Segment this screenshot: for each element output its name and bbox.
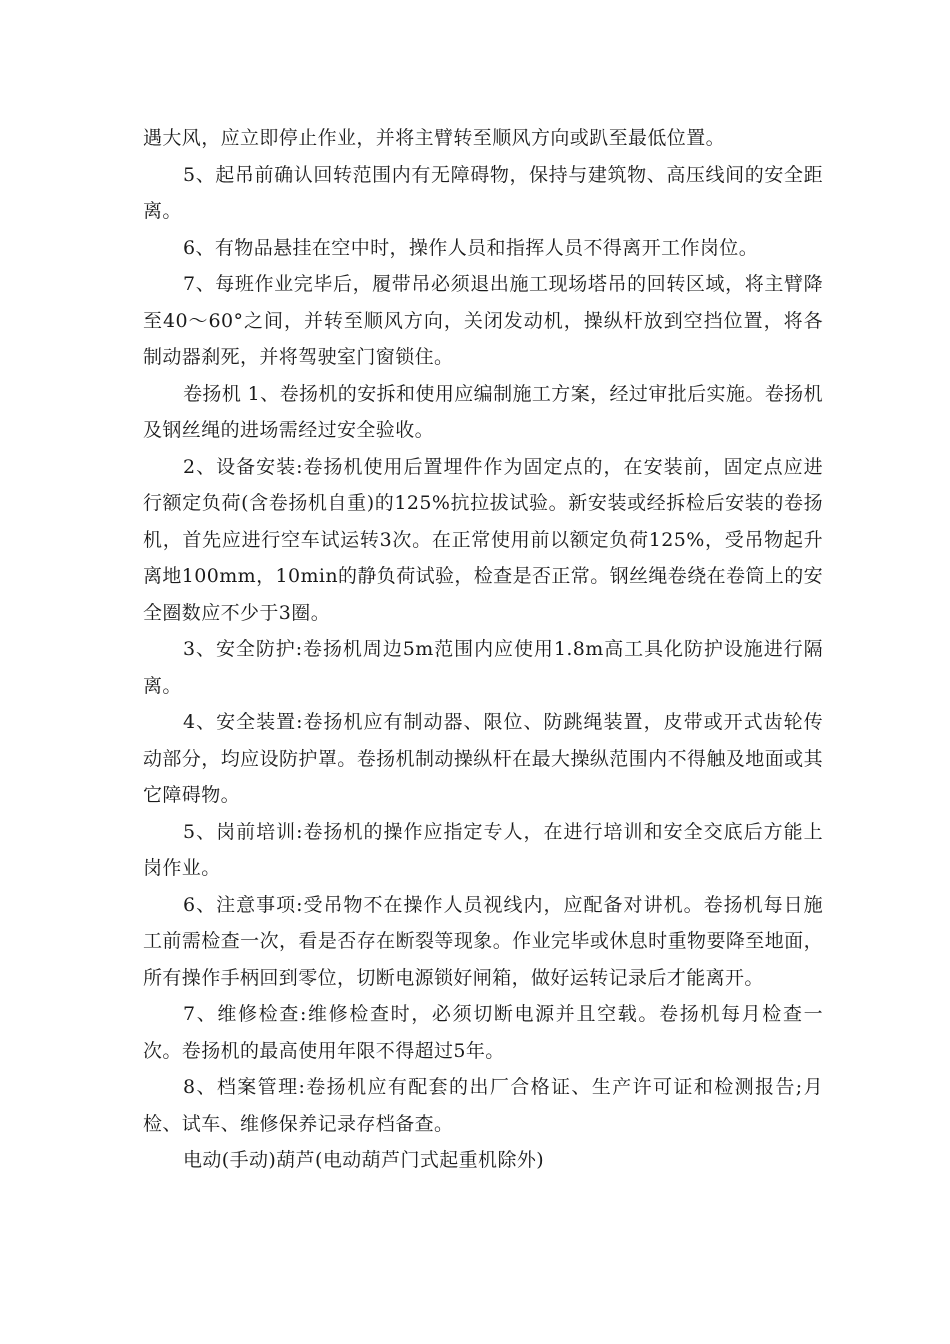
paragraph-winch-item-2-installation: 2、设备安装:卷扬机使用后置埋件作为固定点的，在安装前，固定点应进行额定负荷(含卷扬机自重)的125%抗拉拔试验。新安装或经拆检后安装的卷扬机，首先应进行空车试运转3次。在正常使用前以额定负荷125%，受吊物起升离地100mm，10min的静负荷试验，检查是否正常。钢丝绳卷绕在卷筒上的安全圈数应不少于3圈。	[143, 455, 824, 624]
paragraph-item-6-suspended-load: 6、有物品悬挂在空中时，操作人员和指挥人员不得离开工作岗位。	[183, 236, 759, 259]
document-body	[143, 120, 823, 1179]
paragraph-winch-item-6-precautions: 6、注意事项:受吊物不在操作人员视线内，应配备对讲机。卷扬机每日施工前需检查一次，看是否存在断裂等现象。作业完毕或休息时重物要降至地面，所有操作手柄回到零位，切断电源锁好闸箱，做好运转记录后才能离开。	[143, 893, 823, 989]
paragraph-item-5-lifting-check: 5、起吊前确认回转范围内有无障碍物，保持与建筑物、高压线间的安全距离。	[143, 163, 823, 222]
paragraph-winch-item-3-protection: 3、安全防护:卷扬机周边5m范围内应使用1.8m高工具化防护设施进行隔离。	[143, 638, 823, 697]
paragraph-winch-item-1: 卷扬机 1、卷扬机的安拆和使用应编制施工方案，经过审批后实施。卷扬机及钢丝绳的进场需经过安全验收。	[143, 382, 823, 441]
paragraph-winch-item-5-training: 5、岗前培训:卷扬机的操作应指定专人，在进行培训和安全交底后方能上岗作业。	[143, 820, 823, 879]
paragraph-winch-item-8-records: 8、档案管理:卷扬机应有配套的出厂合格证、生产许可证和检测报告;月检、试车、维修保养记录存档备查。	[143, 1076, 823, 1135]
paragraph-winch-item-7-maintenance: 7、维修检查:维修检查时，必须切断电源并且空载。卷扬机每月检查一次。卷扬机的最高使用年限不得超过5年。	[143, 1003, 823, 1062]
paragraph-hoist-heading: 电动(手动)葫芦(电动葫芦门式起重机除外)	[183, 1149, 545, 1171]
paragraph-winch-item-4-safety-devices: 4、安全装置:卷扬机应有制动器、限位、防跳绳装置，皮带或开式齿轮传动部分，均应设防护罩。卷扬机制动操纵杆在最大操纵范围内不得触及地面或其它障碍物。	[143, 711, 823, 806]
paragraph-continuation: 遇大风，应立即停止作业，并将主臂转至顺风方向或趴至最低位置。	[143, 127, 726, 149]
paragraph-item-7-end-of-shift: 7、每班作业完毕后，履带吊必须退出施工现场塔吊的回转区域，将主臂降至40～60°之间，并转至顺风方向，关闭发动机，操纵杆放到空挡位置，将各制动器刹死，并将驾驶室门窗锁住。	[143, 273, 823, 368]
